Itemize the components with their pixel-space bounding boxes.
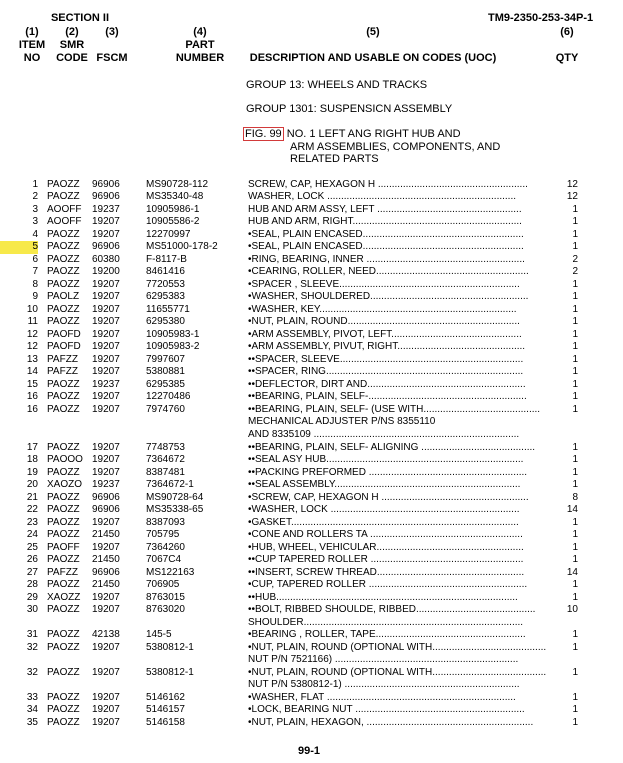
table-row — [0, 542, 623, 555]
part-number: 10905983-1 — [146, 328, 200, 340]
item-number: 7 — [32, 266, 38, 277]
smr-code: PAOZZ — [47, 178, 80, 190]
item-number: 27 — [26, 566, 38, 578]
quantity: 1 — [572, 716, 578, 728]
item-number: 24 — [26, 529, 38, 540]
quantity: 2 — [572, 266, 578, 277]
item-number: 2 — [32, 191, 38, 202]
part-number: 10905983-2 — [146, 341, 200, 352]
smr-code: PAOZZ — [47, 378, 80, 390]
description: ••SPACER, RING....................................................................... — [248, 366, 524, 377]
document-number: TM9-2350-253-34P-1 — [488, 12, 594, 24]
item-number: 3 — [32, 216, 38, 227]
item-number: 4 — [32, 228, 38, 240]
item-number: 8 — [32, 278, 38, 290]
quantity: 10 — [566, 604, 578, 615]
item-number: 23 — [26, 516, 38, 528]
description: •NUT, PLAIN, ROUND.............................................................. — [248, 316, 520, 327]
description: HUB AND ARM ASSY, LEFT .................................................... — [248, 203, 522, 215]
group-1301-title: GROUP 1301: SUSPENSICN ASSEMBLY — [246, 103, 453, 115]
quantity: 2 — [572, 253, 578, 265]
part-number: 11655771 — [146, 303, 190, 315]
fscm-code: 19207 — [92, 591, 120, 603]
figure-title-line1: NO. 1 LEFT ANG RIGHT HUB AND — [286, 128, 461, 140]
smr-code: PAOZZ — [47, 403, 80, 415]
fscm-code: 96906 — [92, 504, 120, 515]
fscm-code: 96906 — [92, 491, 120, 503]
description-continuation: MECHANICAL ADJUSTER P/NS 8355110 — [248, 416, 436, 427]
smr-code: XAOZZ — [47, 591, 81, 603]
fscm-code: 19237 — [92, 479, 120, 490]
fscm-code: 19207 — [92, 391, 120, 402]
description: •SEAL, PLAIN ENCASED.......................................................... — [248, 228, 524, 240]
fscm-code: 19207 — [92, 516, 120, 528]
quantity: 1 — [572, 479, 578, 490]
part-number: MS51000-178-2 — [146, 241, 218, 252]
description: ••BEARING, PLAIN, SELF-......................................................... — [248, 391, 527, 402]
quantity: 1 — [572, 541, 578, 553]
part-number: 7364672 — [146, 454, 185, 465]
table-row — [0, 379, 623, 392]
smr-code: PAOFD — [47, 328, 81, 340]
part-number: 5380881 — [146, 366, 185, 377]
table-row — [0, 316, 623, 329]
quantity: 1 — [572, 341, 578, 352]
smr-code: PAOZZ — [47, 228, 80, 240]
quantity: 1 — [572, 704, 578, 715]
item-number: 12 — [26, 341, 38, 352]
part-number: 5380812-1 — [146, 666, 194, 678]
smr-code: PAOZZ — [47, 391, 80, 402]
table-row — [0, 391, 623, 404]
quantity: 12 — [566, 191, 578, 202]
fscm-code: 21450 — [92, 554, 120, 565]
col-fscm-header: (3) FSCM — [96, 26, 128, 64]
item-number: 10 — [26, 303, 38, 315]
smr-code: PAOZZ — [47, 266, 80, 277]
smr-code: PAOZZ — [47, 641, 80, 653]
table-row — [0, 629, 623, 642]
description: ••SEAL ASSEMBLY................................................................... — [248, 479, 521, 490]
item-number: 19 — [26, 466, 38, 478]
fscm-code: 19207 — [92, 303, 120, 315]
description: ••CUP TAPERED ROLLER ....................................................... — [248, 554, 524, 565]
item-number: 11 — [27, 316, 38, 327]
smr-code: PAOZZ — [47, 241, 80, 252]
smr-code: AOOFF — [47, 216, 82, 227]
table-row — [0, 304, 623, 317]
part-number: MS90728-64 — [146, 491, 204, 503]
description-continuation: SHOULDER............................................................................... — [248, 616, 524, 628]
fscm-code: 96906 — [92, 191, 120, 202]
col-smr-header: (2) SMR CODE — [56, 26, 88, 64]
part-number: F-8117-B — [146, 253, 187, 265]
description: •CONE AND ROLLERS TA ....................................................... — [248, 529, 523, 540]
item-number: 30 — [26, 604, 38, 615]
smr-code: PAOZZ — [47, 691, 80, 703]
smr-code: PAOOO — [47, 454, 83, 465]
fscm-code: 19207 — [92, 466, 120, 478]
fscm-code: 42138 — [92, 629, 120, 640]
item-number: 35 — [26, 716, 38, 728]
description: ••DEFLECTOR, DIRT AND......................................................... — [248, 378, 526, 390]
part-number: 145-5 — [146, 629, 172, 640]
item-number: 5 — [0, 241, 38, 254]
description: ••HUB....................................................................................... — [248, 591, 518, 603]
table-row — [0, 329, 623, 342]
quantity: 1 — [572, 529, 578, 540]
fscm-code: 19207 — [92, 216, 120, 227]
smr-code: PAOFF — [47, 541, 80, 553]
item-number: 9 — [32, 291, 38, 302]
fscm-code: 96906 — [92, 241, 120, 252]
description: •SCREW, CAP, HEXAGON H ..................................................... — [248, 491, 529, 503]
fscm-code: 19207 — [92, 366, 120, 377]
item-number: 32 — [26, 641, 38, 653]
page-number: 99-1 — [298, 745, 321, 757]
smr-code: PAOZZ — [47, 629, 80, 640]
table-row — [0, 442, 623, 455]
description-continuation: AND 8335109 .......................................................................... — [248, 428, 520, 440]
description: •SPACER , SLEEVE................................................................. — [248, 278, 520, 290]
table-row — [0, 579, 623, 592]
fscm-code: 19207 — [92, 691, 120, 703]
smr-code: PAOZZ — [47, 303, 80, 315]
col-qty-header: (6) QTY — [555, 26, 579, 64]
quantity: 1 — [572, 291, 578, 302]
quantity: 14 — [566, 504, 578, 515]
smr-code: PAOZZ — [47, 491, 80, 503]
quantity: 1 — [572, 403, 578, 415]
item-number: 34 — [26, 704, 38, 715]
item-number: 14 — [26, 366, 38, 377]
description: •NUT, PLAIN, HEXAGON, ............................................................ — [248, 716, 534, 728]
quantity: 1 — [572, 591, 578, 603]
fscm-code: 96906 — [92, 178, 120, 190]
figure-title-line3: RELATED PARTS — [290, 153, 379, 165]
fscm-code: 19207 — [92, 341, 120, 352]
item-number: 12 — [26, 328, 38, 340]
smr-code: PAFZZ — [47, 566, 78, 578]
item-number: 17 — [26, 441, 38, 453]
part-number: 5146158 — [146, 716, 185, 728]
item-number: 31 — [26, 629, 38, 640]
table-row — [0, 604, 623, 617]
smr-code: PAOZZ — [47, 604, 80, 615]
description: •LOCK, BEARING NUT ............................................................. — [248, 704, 525, 715]
table-row — [0, 554, 623, 567]
smr-code: PAOZZ — [47, 666, 80, 678]
quantity: 8 — [572, 491, 578, 503]
table-row — [0, 504, 623, 517]
item-number: 6 — [32, 253, 38, 265]
quantity: 1 — [572, 366, 578, 377]
quantity: 1 — [572, 378, 578, 390]
table-row — [0, 642, 623, 655]
description: •CUP, TAPERED ROLLER ......................................................... — [248, 579, 528, 590]
fscm-code: 19207 — [92, 454, 120, 465]
part-number: MS35338-65 — [146, 504, 204, 515]
item-number: 16 — [26, 391, 38, 402]
description: ••SEAL ASY HUB....................................................................... — [248, 454, 524, 465]
table-row — [0, 467, 623, 480]
quantity: 1 — [572, 629, 578, 640]
part-number: 10905986-1 — [146, 203, 200, 215]
fscm-code: 19207 — [92, 316, 120, 327]
item-number: 25 — [26, 541, 38, 553]
fscm-code: 19207 — [92, 291, 120, 302]
description: •NUT, PLAIN, ROUND (OPTIONAL WITH......................................... — [248, 641, 547, 653]
fscm-code: 19207 — [92, 641, 120, 653]
item-number: 1 — [32, 178, 38, 190]
quantity: 1 — [572, 441, 578, 453]
quantity: 1 — [572, 579, 578, 590]
quantity: 1 — [572, 316, 578, 327]
part-number: 8763020 — [146, 604, 185, 615]
fscm-code: 19207 — [92, 604, 120, 615]
description: •WASHER, KEY....................................................................... — [248, 303, 517, 315]
fscm-code: 19207 — [92, 704, 120, 715]
quantity: 1 — [572, 241, 578, 252]
col-item-header: (1) ITEM NO — [18, 26, 46, 64]
fscm-code: 19207 — [92, 328, 120, 340]
table-row — [0, 241, 623, 254]
table-row — [0, 291, 623, 304]
smr-code: PAOZZ — [47, 191, 80, 202]
figure-label: FIG. 99 — [245, 128, 282, 140]
description: •NUT, PLAIN, ROUND (OPTIONAL WITH......................................... — [248, 666, 547, 678]
description-continuation: NUT P/N 5380812-1) ............................................................... — [248, 679, 520, 690]
description: •WASHER, LOCK .................................................................... — [248, 504, 520, 515]
table-row — [0, 479, 623, 492]
description: ••BEARING, PLAIN, SELF- (USE WITH.......................................... — [248, 403, 541, 415]
part-number: 6295383 — [146, 291, 185, 302]
smr-code: PAOZZ — [47, 516, 80, 528]
fscm-code: 19207 — [92, 228, 120, 240]
item-number: 13 — [26, 353, 38, 365]
smr-code: PAOZZ — [47, 529, 80, 540]
figure-title-line2: ARM ASSEMBLIES, COMPONENTS, AND — [290, 141, 501, 153]
table-row — [0, 229, 623, 242]
smr-code: PAOZZ — [47, 716, 80, 728]
part-number: MS35340-48 — [146, 191, 204, 202]
smr-code: PAOFD — [47, 341, 81, 352]
part-number: 7997607 — [146, 353, 185, 365]
item-number: 20 — [26, 479, 38, 490]
item-number: 21 — [26, 491, 38, 503]
col-part-header: (4) PART NUMBER — [175, 26, 225, 64]
table-row — [0, 366, 623, 379]
table-row — [0, 216, 623, 229]
table-row — [0, 517, 623, 530]
part-number: 6295385 — [146, 378, 185, 390]
quantity: 1 — [572, 203, 578, 215]
description: •SEAL, PLAIN ENCASED.......................................................... — [248, 241, 524, 252]
description: •ARM ASSEMBLY, PIVOT, LEFT............................................... — [248, 328, 522, 340]
smr-code: PAOZZ — [47, 278, 80, 290]
section-title: SECTION II — [50, 12, 110, 24]
smr-code: PAOLZ — [47, 291, 80, 302]
quantity: 1 — [572, 691, 578, 703]
table-row — [0, 592, 623, 605]
table-row — [0, 717, 623, 730]
description: ••PACKING PREFORMED ......................................................... — [248, 466, 528, 478]
part-number: MS90728-112 — [146, 178, 209, 190]
table-row — [0, 567, 623, 580]
part-number: 7067C4 — [146, 554, 182, 565]
item-number: 18 — [26, 454, 38, 465]
part-number: 8387481 — [146, 466, 185, 478]
part-number: 7974760 — [146, 403, 185, 415]
table-row — [0, 341, 623, 354]
item-number: 15 — [26, 378, 38, 390]
fscm-code: 19207 — [92, 353, 120, 365]
quantity: 12 — [566, 178, 578, 190]
smr-code: PAFZZ — [47, 366, 78, 377]
quantity: 1 — [572, 641, 578, 653]
table-row — [0, 492, 623, 505]
table-row — [0, 266, 623, 279]
item-number: 16 — [26, 403, 38, 415]
quantity: 1 — [572, 516, 578, 528]
quantity: 14 — [566, 566, 578, 578]
description: WASHER, LOCK .................................................................... — [248, 191, 517, 202]
item-number: 26 — [26, 554, 38, 565]
description: SCREW, CAP, HEXAGON H ...................................................... — [248, 178, 528, 190]
table-row — [0, 191, 623, 204]
description: •HUB, WHEEL, VEHICULAR..................................................... — [248, 541, 524, 553]
smr-code: AOOFF — [47, 203, 82, 215]
part-number: 10905586-2 — [146, 216, 200, 227]
part-number: 8461416 — [146, 266, 185, 277]
smr-code: PAOZZ — [47, 441, 80, 453]
part-number: 7720553 — [146, 278, 185, 290]
smr-code: PAOZZ — [47, 504, 80, 515]
table-row — [0, 179, 623, 192]
smr-code: PAOZZ — [47, 316, 80, 327]
table-row — [0, 692, 623, 705]
quantity: 1 — [572, 666, 578, 678]
description: •GASKET.................................................................................. — [248, 516, 519, 528]
description-continuation: NUT P/N 7521166) .................................................................. — [248, 654, 519, 665]
quantity: 1 — [572, 328, 578, 340]
fscm-code: 19207 — [92, 666, 120, 678]
table-row — [0, 667, 623, 680]
description: ••INSERT, SCREW THREAD..................................................... — [248, 566, 525, 578]
fscm-code: 19207 — [92, 441, 120, 453]
item-number: 3 — [32, 203, 38, 215]
item-number: 22 — [26, 504, 38, 515]
item-number: 29 — [26, 591, 38, 603]
group-13-title: GROUP 13: WHEELS AND TRACKS — [246, 79, 428, 91]
smr-code: PAOZZ — [47, 554, 80, 565]
part-number: MS122163 — [146, 566, 195, 578]
quantity: 1 — [572, 216, 578, 227]
smr-code: XAOZO — [47, 479, 83, 490]
item-number: 28 — [26, 579, 38, 590]
description: •WASHER, FLAT .................................................................... — [248, 691, 516, 703]
description: •ARM ASSEMBLY, PIVUT, RIGHT.............................................. — [248, 341, 526, 352]
quantity: 1 — [572, 391, 578, 402]
part-number: 8387093 — [146, 516, 185, 528]
fscm-code: 21450 — [92, 579, 120, 590]
part-number: 6295380 — [146, 316, 185, 327]
description: •BEARING , ROLLER, TAPE...................................................... — [248, 629, 526, 640]
description: ••BOLT, RIBBED SHOULDE, RIBBED........................................... — [248, 604, 536, 615]
quantity: 1 — [572, 303, 578, 315]
table-row — [0, 454, 623, 467]
part-number: 7364260 — [146, 541, 185, 553]
fscm-code: 19207 — [92, 403, 120, 415]
description: HUB AND ARM, RIGHT............................................................. — [248, 216, 522, 227]
table-row — [0, 404, 623, 417]
fscm-code: 19207 — [92, 541, 120, 553]
table-row — [0, 204, 623, 217]
item-number: 33 — [26, 691, 38, 703]
fscm-code: 19207 — [92, 278, 120, 290]
part-number: 706905 — [146, 579, 180, 590]
part-number: 5380812-1 — [146, 641, 194, 653]
fscm-code: 60380 — [92, 253, 120, 265]
table-row — [0, 354, 623, 367]
fscm-code: 21450 — [92, 529, 120, 540]
fscm-code: 19237 — [92, 203, 120, 215]
part-number: 5146157 — [146, 704, 185, 715]
part-number: 12270997 — [146, 228, 191, 240]
description: •WASHER, SHOULDERED......................................................... — [248, 291, 529, 302]
quantity: 1 — [572, 278, 578, 290]
description: ••SPACER, SLEEVE.................................................................. — [248, 353, 524, 365]
smr-code: PAOZZ — [47, 466, 80, 478]
part-number: 7748753 — [146, 441, 185, 453]
fscm-code: 19237 — [92, 378, 120, 390]
smr-code: PAOZZ — [47, 579, 80, 590]
description: ••BEARING, PLAIN, SELF- ALIGNING ......................................... — [248, 441, 536, 453]
item-number: 32 — [26, 666, 38, 678]
quantity: 1 — [572, 353, 578, 365]
smr-code: PAOZZ — [47, 253, 80, 265]
quantity: 1 — [572, 454, 578, 465]
col-desc-header: (5) DESCRIPTION AND USABLE ON CODES (UOC) — [249, 26, 497, 64]
part-number: 5146162 — [146, 691, 185, 703]
part-number: 705795 — [146, 529, 180, 540]
description: •RING, BEARING, INNER ......................................................... — [248, 253, 525, 265]
part-number: 7364672-1 — [146, 479, 194, 490]
part-number: 12270486 — [146, 391, 191, 402]
smr-code: PAOZZ — [47, 704, 80, 715]
fscm-code: 96906 — [92, 566, 120, 578]
fscm-code: 19207 — [92, 716, 120, 728]
figure-title — [243, 128, 461, 141]
fscm-code: 19200 — [92, 266, 120, 277]
description: •CEARING, ROLLER, NEED....................................................... — [248, 266, 529, 277]
smr-code: PAFZZ — [47, 353, 78, 365]
quantity: 1 — [572, 228, 578, 240]
table-row — [0, 529, 623, 542]
table-row — [0, 279, 623, 292]
table-row — [0, 704, 623, 717]
table-row — [0, 254, 623, 267]
part-number: 8763015 — [146, 591, 185, 603]
quantity: 1 — [572, 554, 578, 565]
quantity: 1 — [572, 466, 578, 478]
